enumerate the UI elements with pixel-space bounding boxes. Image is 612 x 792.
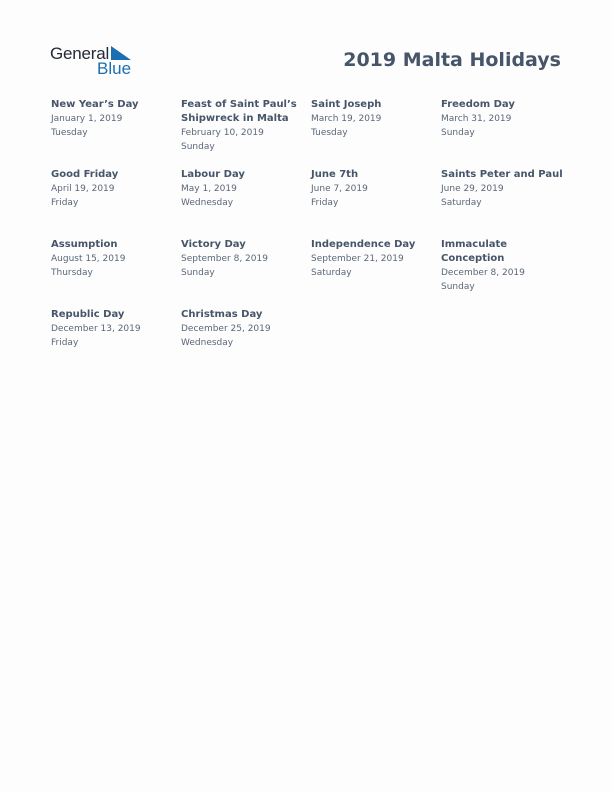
holiday-date: September 21, 2019 [311,254,404,264]
holiday-name: Independence Day [311,239,416,250]
holiday-entry [441,98,569,140]
holiday-weekday: Wednesday [181,198,234,208]
holiday-date: February 10, 2019 [181,128,264,138]
holiday-name: Saint Joseph [311,99,382,110]
holiday-weekday: Sunday [181,142,215,152]
holiday-name: Republic Day [51,309,125,320]
holiday-name: Freedom Day [441,99,515,110]
holiday-entry [51,98,179,140]
holiday-name: Victory Day [181,239,246,250]
holiday-entry [181,168,309,210]
holiday-date: May 1, 2019 [181,184,237,194]
brand-word-general: General [50,44,110,63]
holiday-date: December 13, 2019 [51,324,141,334]
holiday-entry [181,238,309,280]
holiday-weekday: Friday [51,338,79,348]
holiday-entry [51,238,179,280]
holiday-weekday: Tuesday [311,128,348,138]
holiday-date: March 31, 2019 [441,114,512,124]
holiday-name: Good Friday [51,169,119,180]
holiday-entry [441,238,569,294]
holiday-date: March 19, 2019 [311,114,382,124]
holiday-date: December 25, 2019 [181,324,271,334]
holiday-weekday: Tuesday [51,128,88,138]
holiday-weekday: Saturday [311,268,352,278]
holiday-weekday: Sunday [441,128,475,138]
holiday-weekday: Sunday [441,282,475,292]
holiday-date: August 15, 2019 [51,254,126,264]
brand-logo [50,44,140,78]
holiday-name: Feast of Saint Paul’s Shipwreck in Malta [181,99,297,124]
holiday-date: January 1, 2019 [51,114,123,124]
holiday-date: September 8, 2019 [181,254,268,264]
holiday-entry [51,168,179,210]
holiday-name: Assumption [51,239,118,250]
holiday-date: December 8, 2019 [441,268,525,278]
holiday-name: New Year’s Day [51,99,139,110]
holiday-weekday: Friday [51,198,79,208]
holiday-entry [441,168,569,210]
holiday-entry [311,168,439,210]
brand-word-blue: Blue [97,59,132,78]
holiday-weekday: Wednesday [181,338,234,348]
page-title: 2019 Malta Holidays [343,49,561,71]
holiday-entry [181,308,309,350]
holiday-weekday: Friday [311,198,339,208]
holiday-weekday: Thursday [51,268,93,278]
holiday-name: Labour Day [181,169,245,180]
holiday-entry [51,308,179,350]
holiday-name: Immaculate Conception [441,239,508,264]
holiday-weekday: Sunday [181,268,215,278]
holiday-weekday: Saturday [441,198,482,208]
holiday-name: June 7th [311,169,359,180]
holiday-date: June 29, 2019 [441,184,504,194]
holiday-date: June 7, 2019 [311,184,368,194]
holiday-entry [311,98,439,140]
holiday-name: Saints Peter and Paul [441,169,563,180]
holiday-entry [311,238,439,280]
holiday-entry [181,98,309,154]
holiday-name: Christmas Day [181,309,263,320]
brand-triangle-icon [111,46,131,60]
holiday-date: April 19, 2019 [51,184,115,194]
